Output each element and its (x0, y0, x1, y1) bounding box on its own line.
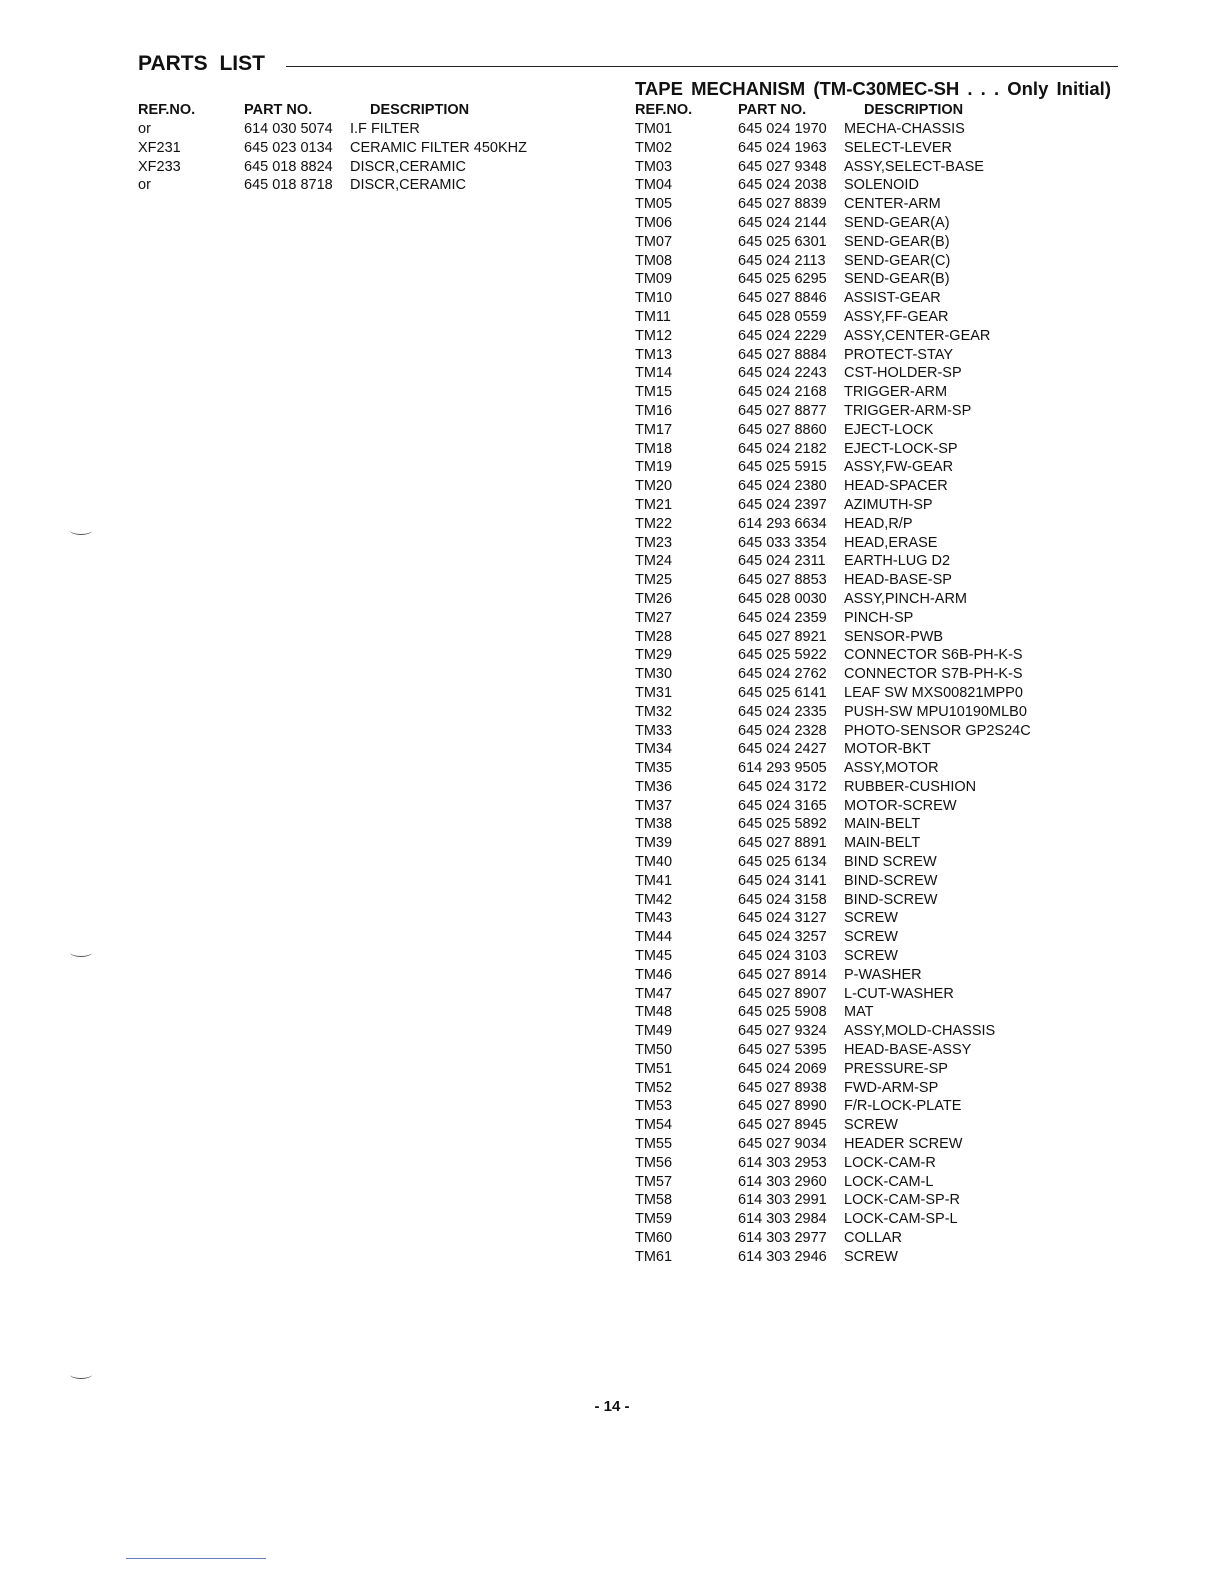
description-cell: ASSY,PINCH-ARM (844, 590, 968, 607)
table-row (635, 740, 1031, 759)
table-row (635, 214, 1031, 233)
ref-no-cell: TM26 (635, 590, 673, 607)
description-cell: CENTER-ARM (844, 196, 941, 213)
description-cell: ASSY,FW-GEAR (844, 459, 954, 476)
part-no-cell: 645 024 3103 (738, 948, 827, 965)
margin-mark (70, 526, 92, 535)
table-row (635, 402, 1031, 421)
part-no-cell: 645 027 5395 (738, 1042, 827, 1059)
description-cell: PHOTO-SENSOR GP2S24C (844, 722, 1031, 739)
table-row (138, 158, 527, 177)
table-row (635, 308, 1031, 327)
ref-no-cell: TM02 (635, 139, 673, 156)
table-row (635, 1041, 1031, 1060)
table-row (635, 853, 1031, 872)
description-cell: MAIN-BELT (844, 816, 921, 833)
part-no-cell: 645 027 8884 (738, 346, 827, 363)
table-row (635, 346, 1031, 365)
left-parts-section (138, 100, 527, 195)
description-cell: HEAD-BASE-ASSY (844, 1042, 972, 1059)
table-row (635, 985, 1031, 1004)
ref-no-cell: TM19 (635, 459, 673, 476)
ref-no-cell: TM10 (635, 290, 673, 307)
ref-no-cell: TM41 (635, 872, 673, 889)
table-row (635, 1173, 1031, 1192)
table-row (635, 1229, 1031, 1248)
table-row (635, 176, 1031, 195)
ref-no-cell: TM09 (635, 271, 673, 288)
description-cell: P-WASHER (844, 966, 922, 983)
ref-no-cell: TM08 (635, 252, 673, 269)
ref-no-cell: TM18 (635, 440, 673, 457)
description-cell: DISCR,CERAMIC (350, 158, 467, 175)
description-cell: DISCR,CERAMIC (350, 177, 467, 194)
table-row (635, 515, 1031, 534)
ref-no-cell: XF231 (138, 139, 181, 156)
part-no-cell: 645 024 2069 (738, 1060, 827, 1077)
description-cell: BIND SCREW (844, 854, 937, 871)
ref-no-cell: TM48 (635, 1004, 673, 1021)
description-cell: LOCK-CAM-R (844, 1154, 936, 1171)
description-cell: COLLAR (844, 1230, 903, 1247)
ref-no-cell: TM53 (635, 1098, 673, 1115)
ref-no-cell: TM27 (635, 609, 673, 626)
table-row (635, 158, 1031, 177)
table-row (635, 815, 1031, 834)
part-no-cell: 645 027 8877 (738, 402, 827, 419)
part-no-cell: 645 027 8853 (738, 572, 827, 589)
part-no-cell: 645 024 2328 (738, 722, 827, 739)
table-row (635, 665, 1031, 684)
part-no-cell: 645 024 3172 (738, 778, 827, 795)
table-row (635, 120, 1031, 139)
part-no-cell: 645 024 2311 (738, 553, 826, 570)
table-row (635, 722, 1031, 741)
description-cell: L-CUT-WASHER (844, 985, 954, 1002)
table-row (635, 1210, 1031, 1229)
description-cell: RUBBER-CUSHION (844, 778, 977, 795)
table-row (635, 759, 1031, 778)
table-row (635, 552, 1031, 571)
part-no-cell: 645 024 2182 (738, 440, 827, 457)
ref-no-cell: TM51 (635, 1060, 673, 1077)
ref-no-cell: TM38 (635, 816, 673, 833)
part-no-cell: 645 027 9324 (738, 1023, 827, 1040)
margin-mark (70, 948, 92, 957)
ref-no-cell: TM22 (635, 515, 673, 532)
description-cell: BIND-SCREW (844, 891, 938, 908)
description-cell: SEND-GEAR(A) (844, 214, 950, 231)
ref-no-cell: TM60 (635, 1230, 673, 1247)
table-row (635, 270, 1031, 289)
ref-no-header: REF.NO. (635, 102, 693, 118)
table-row (635, 834, 1031, 853)
page-title: PARTS LIST (138, 52, 265, 75)
description-cell: SCREW (844, 929, 898, 946)
ref-no-cell: TM21 (635, 496, 673, 513)
description-cell: AZIMUTH-SP (844, 496, 933, 513)
part-no-cell: 645 024 3257 (738, 929, 827, 946)
left-parts-table (138, 100, 527, 195)
ref-no-cell: TM31 (635, 684, 673, 701)
part-no-cell: 645 018 8824 (244, 158, 333, 175)
description-cell: CONNECTOR S7B-PH-K-S (844, 666, 1023, 683)
description-cell: ASSY,CENTER-GEAR (844, 327, 991, 344)
description-cell: MAIN-BELT (844, 835, 921, 852)
ref-no-cell: TM11 (635, 308, 671, 325)
description-cell: SCREW (844, 1248, 898, 1265)
ref-no-cell: TM17 (635, 421, 673, 438)
part-no-cell: 645 027 8860 (738, 421, 827, 438)
part-no-cell: 645 024 2243 (738, 365, 827, 382)
description-cell: CERAMIC FILTER 450KHZ (350, 139, 527, 156)
ref-no-cell: TM15 (635, 384, 673, 401)
description-cell: PINCH-SP (844, 609, 914, 626)
ref-no-cell: TM03 (635, 158, 673, 175)
part-no-cell: 614 303 2991 (738, 1192, 827, 1209)
table-row (635, 1003, 1031, 1022)
table-row (635, 966, 1031, 985)
ref-no-cell: TM45 (635, 948, 673, 965)
ref-no-cell: TM47 (635, 985, 673, 1002)
ref-no-cell: TM05 (635, 196, 673, 213)
description-cell: F/R-LOCK-PLATE (844, 1098, 962, 1115)
description-cell: SCREW (844, 1117, 898, 1134)
ref-no-cell: TM36 (635, 778, 673, 795)
table-row (635, 872, 1031, 891)
table-row (635, 684, 1031, 703)
ref-no-cell: TM46 (635, 966, 673, 983)
part-no-cell: 645 025 5922 (738, 647, 827, 664)
part-no-cell: 645 024 1963 (738, 139, 827, 156)
table-row (635, 496, 1031, 515)
table-row (138, 176, 527, 195)
part-no-cell: 614 303 2953 (738, 1154, 827, 1171)
ref-no-cell: or (138, 121, 151, 137)
description-cell: ASSY,MOTOR (844, 760, 939, 777)
table-row (635, 421, 1031, 440)
part-no-cell: 645 027 8839 (738, 196, 827, 213)
part-no-cell: 645 027 8907 (738, 985, 827, 1002)
description-cell: LOCK-CAM-SP-L (844, 1211, 958, 1228)
part-no-cell: 645 024 3141 (738, 872, 827, 889)
part-no-cell: 645 027 8914 (738, 966, 827, 983)
part-no-cell: 645 033 3354 (738, 534, 827, 551)
ref-no-cell: TM01 (635, 121, 673, 137)
table-row (635, 571, 1031, 590)
table-row (635, 327, 1031, 346)
ref-no-cell: TM42 (635, 891, 673, 908)
description-cell: TRIGGER-ARM (844, 384, 948, 401)
part-no-cell: 645 027 8945 (738, 1117, 827, 1134)
part-no-header: PART NO. (738, 102, 807, 118)
ref-no-cell: TM28 (635, 628, 673, 645)
description-cell: ASSY,MOLD-CHASSIS (844, 1023, 996, 1040)
description-cell: PRESSURE-SP (844, 1060, 948, 1077)
page-number: - 14 - (594, 1398, 630, 1415)
part-no-cell: 645 024 2397 (738, 496, 827, 513)
table-row (635, 1248, 1031, 1267)
table-row (635, 1135, 1031, 1154)
part-no-cell: 645 025 6301 (738, 233, 827, 250)
table-row (635, 458, 1031, 477)
ref-no-cell: TM39 (635, 835, 673, 852)
description-cell: CONNECTOR S6B-PH-K-S (844, 647, 1023, 664)
description-cell: HEAD-SPACER (844, 478, 948, 495)
part-no-cell: 645 024 2168 (738, 384, 827, 401)
description-cell: CST-HOLDER-SP (844, 365, 962, 382)
table-row (635, 909, 1031, 928)
description-cell: PROTECT-STAY (844, 346, 954, 363)
ref-no-cell: TM12 (635, 327, 673, 344)
table-row (635, 928, 1031, 947)
tape-mechanism-section (635, 78, 1111, 1267)
part-no-cell: 614 293 9505 (738, 760, 827, 777)
part-no-cell: 614 303 2977 (738, 1230, 827, 1247)
description-cell: MAT (844, 1004, 874, 1021)
table-row (635, 440, 1031, 459)
ref-no-cell: TM58 (635, 1192, 673, 1209)
tape-mechanism-table (635, 100, 1031, 1267)
description-cell: HEAD,ERASE (844, 534, 938, 551)
description-cell: TRIGGER-ARM-SP (844, 402, 972, 419)
part-no-cell: 645 024 2229 (738, 327, 827, 344)
ref-no-cell: TM33 (635, 722, 673, 739)
description-cell: HEADER SCREW (844, 1136, 963, 1153)
table-row (635, 703, 1031, 722)
part-no-cell: 645 025 6141 (738, 684, 827, 701)
ref-no-cell: TM44 (635, 929, 673, 946)
ref-no-cell: TM35 (635, 760, 673, 777)
part-no-cell: 645 024 2038 (738, 177, 827, 194)
ref-no-cell: TM56 (635, 1154, 673, 1171)
description-cell: LEAF SW MXS00821MPP0 (844, 684, 1023, 701)
description-cell: SOLENOID (844, 177, 919, 194)
part-no-cell: 614 303 2960 (738, 1173, 827, 1190)
part-no-cell: 645 027 8990 (738, 1098, 827, 1115)
ref-no-cell: TM25 (635, 572, 673, 589)
ref-no-cell: TM04 (635, 177, 673, 194)
ref-no-cell: TM23 (635, 534, 673, 551)
ref-no-cell: TM16 (635, 402, 673, 419)
ref-no-cell: TM43 (635, 910, 673, 927)
description-cell: FWD-ARM-SP (844, 1079, 939, 1096)
description-cell: SENSOR-PWB (844, 628, 944, 645)
table-row (635, 383, 1031, 402)
part-no-cell: 614 030 5074 (244, 121, 333, 137)
part-no-cell: 645 025 5892 (738, 816, 827, 833)
description-cell: ASSIST-GEAR (844, 290, 941, 307)
part-no-cell: 645 018 8718 (244, 177, 333, 194)
part-no-cell: 645 023 0134 (244, 139, 333, 156)
ref-no-cell: TM59 (635, 1211, 673, 1228)
description-cell: SEND-GEAR(B) (844, 233, 950, 250)
part-no-cell: 645 027 9034 (738, 1136, 827, 1153)
description-cell: PUSH-SW MPU10190MLB0 (844, 703, 1027, 720)
ref-no-cell: TM30 (635, 666, 673, 683)
part-no-cell: 614 303 2946 (738, 1248, 827, 1265)
description-cell: MOTOR-SCREW (844, 797, 957, 814)
ref-no-cell: TM07 (635, 233, 673, 250)
ref-no-cell: TM49 (635, 1023, 673, 1040)
table-row (635, 797, 1031, 816)
table-header-row (138, 100, 527, 120)
left-table-body (138, 120, 527, 195)
ref-no-cell: TM50 (635, 1042, 673, 1059)
ref-no-cell: or (138, 177, 151, 194)
part-no-cell: 645 027 9348 (738, 158, 827, 175)
description-header: DESCRIPTION (864, 102, 964, 118)
ref-no-cell: TM37 (635, 797, 673, 814)
section-title: TAPE MECHANISM (TM-C30MEC-SH . . . Only Initial) (635, 78, 1111, 99)
description-cell: BIND-SCREW (844, 872, 938, 889)
table-row (635, 947, 1031, 966)
description-header: DESCRIPTION (370, 102, 470, 118)
right-table-body (635, 120, 1031, 1267)
table-row (635, 289, 1031, 308)
part-no-cell: 645 024 2427 (738, 741, 827, 758)
description-cell: ASSY,SELECT-BASE (844, 158, 984, 175)
table-row (635, 534, 1031, 553)
table-row (635, 1060, 1031, 1079)
ref-no-cell: XF233 (138, 158, 181, 175)
table-row (635, 646, 1031, 665)
description-cell: LOCK-CAM-SP-R (844, 1192, 961, 1209)
part-no-cell: 645 024 3127 (738, 910, 827, 927)
description-cell: HEAD,R/P (844, 515, 913, 532)
ref-no-cell: TM52 (635, 1079, 673, 1096)
ref-no-cell: TM20 (635, 478, 673, 495)
ref-no-cell: TM14 (635, 365, 673, 382)
ref-no-cell: TM29 (635, 647, 673, 664)
table-row (138, 120, 527, 139)
ref-no-cell: TM55 (635, 1136, 673, 1153)
part-no-header: PART NO. (244, 102, 313, 118)
table-row (138, 139, 527, 158)
description-cell: I.F FILTER (350, 121, 420, 137)
part-no-cell: 645 025 5915 (738, 459, 827, 476)
ref-no-header: REF.NO. (138, 102, 196, 118)
part-no-cell: 645 028 0559 (738, 308, 827, 325)
part-no-cell: 645 024 2380 (738, 478, 827, 495)
part-no-cell: 645 024 2359 (738, 609, 827, 626)
part-no-cell: 645 027 8846 (738, 290, 827, 307)
table-row (635, 364, 1031, 383)
ref-no-cell: TM06 (635, 214, 673, 231)
description-cell: LOCK-CAM-L (844, 1173, 934, 1190)
ref-no-cell: TM54 (635, 1117, 673, 1134)
table-row (635, 195, 1031, 214)
ref-no-cell: TM57 (635, 1173, 673, 1190)
part-no-cell: 645 025 5908 (738, 1004, 827, 1021)
description-cell: EJECT-LOCK (844, 421, 934, 438)
part-no-cell: 645 024 2113 (738, 252, 826, 269)
description-cell: HEAD-BASE-SP (844, 572, 952, 589)
part-no-cell: 645 025 6295 (738, 271, 827, 288)
ref-no-cell: TM40 (635, 854, 673, 871)
title-rule (286, 66, 1118, 67)
table-row (635, 778, 1031, 797)
table-row (635, 609, 1031, 628)
margin-mark (70, 1370, 92, 1379)
part-no-cell: 645 027 8938 (738, 1079, 827, 1096)
ref-no-cell: TM34 (635, 741, 673, 758)
part-no-cell: 645 027 8891 (738, 835, 827, 852)
ref-no-cell: TM61 (635, 1248, 673, 1265)
part-no-cell: 645 024 1970 (738, 121, 827, 137)
part-no-cell: 645 024 3158 (738, 891, 827, 908)
description-cell: SCREW (844, 948, 898, 965)
part-no-cell: 645 024 3165 (738, 797, 827, 814)
table-row (635, 1097, 1031, 1116)
table-row (635, 1022, 1031, 1041)
description-cell: MOTOR-BKT (844, 741, 931, 758)
table-row (635, 891, 1031, 910)
description-cell: SEND-GEAR(C) (844, 252, 951, 269)
ref-no-cell: TM32 (635, 703, 673, 720)
description-cell: SCREW (844, 910, 898, 927)
description-cell: SELECT-LEVER (844, 139, 952, 156)
table-row (635, 590, 1031, 609)
description-cell: ASSY,FF-GEAR (844, 308, 949, 325)
part-no-cell: 645 027 8921 (738, 628, 827, 645)
part-no-cell: 614 303 2984 (738, 1211, 827, 1228)
table-row (635, 477, 1031, 496)
table-row (635, 1191, 1031, 1210)
description-cell: EARTH-LUG D2 (844, 553, 951, 570)
table-row (635, 1079, 1031, 1098)
bottom-rule (126, 1558, 266, 1559)
description-cell: EJECT-LOCK-SP (844, 440, 958, 457)
part-no-cell: 645 028 0030 (738, 590, 827, 607)
part-no-cell: 645 024 2762 (738, 666, 827, 683)
ref-no-cell: TM24 (635, 553, 673, 570)
description-cell: MECHA-CHASSIS (844, 121, 965, 137)
table-row (635, 1154, 1031, 1173)
description-cell: SEND-GEAR(B) (844, 271, 950, 288)
table-header-row (635, 100, 1031, 120)
table-row (635, 628, 1031, 647)
table-row (635, 252, 1031, 271)
part-no-cell: 645 025 6134 (738, 854, 827, 871)
table-row (635, 233, 1031, 252)
part-no-cell: 645 024 2144 (738, 214, 827, 231)
ref-no-cell: TM13 (635, 346, 673, 363)
table-row (635, 139, 1031, 158)
table-row (635, 1116, 1031, 1135)
part-no-cell: 645 024 2335 (738, 703, 827, 720)
part-no-cell: 614 293 6634 (738, 515, 827, 532)
